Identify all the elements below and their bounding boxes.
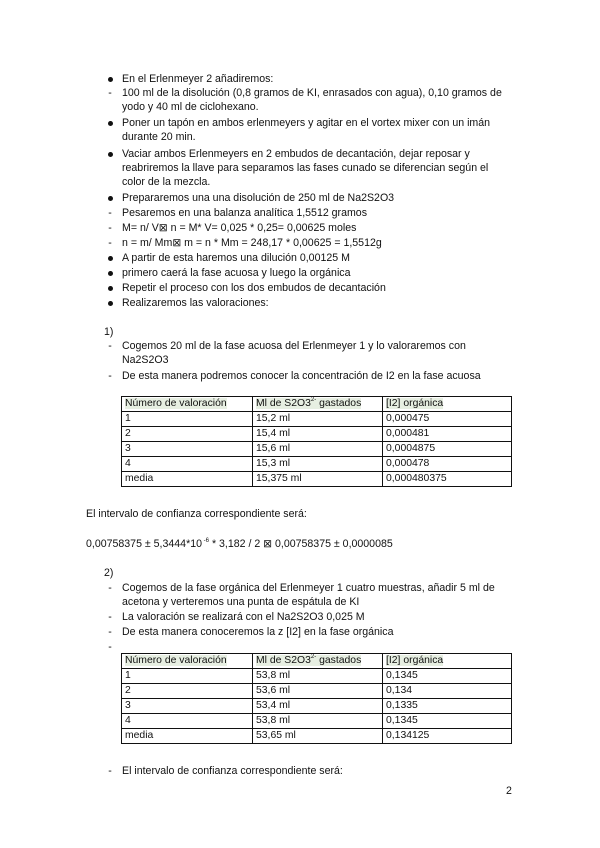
dash-icon: - (108, 626, 112, 638)
bullet-icon (104, 251, 116, 265)
intro-line: A partir de esta haremos una dilución 0,00125 M (122, 252, 350, 264)
table-header-row (122, 654, 512, 669)
table-cell: 3 (122, 442, 253, 457)
intro-line: M= n/ V⊠ n = M* V= 0,025 * 0,25= 0,00625 moles (122, 222, 357, 234)
part2-line: De esta manera conoceremos la z [I2] en la fase orgánica (122, 626, 394, 638)
titration-table-1 (121, 396, 512, 487)
header-cell: [I2] orgánica (383, 397, 512, 412)
intro-line: Realizaremos las valoraciones: (122, 297, 269, 309)
table-row (122, 699, 512, 714)
table-row (122, 427, 512, 442)
table-cell: 0,134125 (383, 729, 512, 744)
header-cell: Ml de $S2O3^{2-}$ gastados (253, 397, 383, 412)
table-cell: 53,8 ml (253, 714, 383, 729)
table-row (122, 714, 512, 729)
table-cell: media (122, 472, 253, 487)
table-cell: 53,65 ml (253, 729, 383, 744)
intro-line: durante 20 min. (122, 131, 196, 143)
table-cell: 0,134 (383, 684, 512, 699)
table-cell: 0,1345 (383, 669, 512, 684)
table-row (122, 472, 512, 487)
table-cell: 2 (122, 684, 253, 699)
dash-icon: - (108, 370, 112, 382)
bullet-icon (104, 72, 116, 86)
part1-line: Cogemos 20 ml de la fase acuosa del Erlenmeyer 1 y lo valoraremos con (122, 340, 466, 352)
table-cell: 1 (122, 412, 253, 427)
table-cell: 53,4 ml (253, 699, 383, 714)
dash-icon: - (108, 765, 112, 777)
table-cell: 53,6 ml (253, 684, 383, 699)
header-cell: Ml de $S2O3^{2-}$ gastados (253, 654, 383, 669)
bullet-icon (104, 266, 116, 280)
table-cell: 0,000478 (383, 457, 512, 472)
table-row (122, 457, 512, 472)
part2-line: acetona y verteremos una punta de espátula de KI (122, 596, 360, 608)
header-cell: Número de valoración (122, 397, 253, 412)
dash-icon: - (108, 207, 112, 219)
dash-icon: - (108, 641, 112, 653)
header-cell: [I2] orgánica (383, 654, 512, 669)
table-cell: 53,8 ml (253, 669, 383, 684)
bullet-icon (104, 296, 116, 310)
part2-line: La valoración se realizará con el Na2S2O3 0,025 M (122, 611, 365, 623)
table-cell: 15,6 ml (253, 442, 383, 457)
table-cell: 0,000475 (383, 412, 512, 427)
part2-final-line: El intervalo de confianza correspondiente será: (122, 765, 343, 777)
intro-line: Prepararemos una una disolución de 250 ml de Na2S2O3 (122, 192, 395, 204)
part1-number: 1) (104, 326, 114, 338)
confidence-formula: 0,00758375 ± 5,3444*10 $^{-6}$ * 3,182 / 2 ⊠ 0,00758375 ± 0,0000085 (86, 538, 393, 550)
table-cell: 3 (122, 699, 253, 714)
table-row (122, 684, 512, 699)
table-cell: 0,1345 (383, 714, 512, 729)
page-number: 2 (506, 785, 512, 797)
dash-icon: - (108, 340, 112, 352)
part2-line: Cogemos de la fase orgánica del Erlenmeyer 1 cuatro muestras, añadir 5 ml de (122, 582, 495, 594)
titration-table-2 (121, 653, 512, 744)
intro-line: yodo y 40 ml de ciclohexano. (122, 101, 259, 113)
intro-line: reabriremos la llave para separamos las fases cunado se diferencian según el (122, 162, 489, 174)
table-cell: 0,000481 (383, 427, 512, 442)
confidence-label: El intervalo de confianza correspondiente será: (86, 508, 307, 520)
intro-line: Pesaremos en una balanza analítica 1,5512 gramos (122, 207, 367, 219)
table-row (122, 669, 512, 684)
table-cell: 15,3 ml (253, 457, 383, 472)
intro-line: color de la mezcla. (122, 176, 211, 188)
intro-line: En el Erlenmeyer 2 añadiremos: (122, 73, 274, 85)
bullet-icon (104, 281, 116, 295)
table-row (122, 729, 512, 744)
header-cell: Número de valoración (122, 654, 253, 669)
table-cell: 1 (122, 669, 253, 684)
intro-line: Poner un tapón en ambos erlenmeyers y agitar en el vortex mixer con un imán (122, 117, 491, 129)
dash-icon: - (108, 237, 112, 249)
table-cell: 4 (122, 457, 253, 472)
table-cell: media (122, 729, 253, 744)
intro-line: n = m/ Mm⊠ m = n * Mm = 248,17 * 0,00625 = 1,5512g (122, 237, 382, 249)
table-cell: 0,0004875 (383, 442, 512, 457)
bullet-icon (104, 191, 116, 205)
intro-line: 100 ml de la disolución (0,8 gramos de KI, enrasados con agua), 0,10 gramos de (122, 87, 502, 99)
table-cell: 0,000480375 (383, 472, 512, 487)
dash-icon: - (108, 582, 112, 594)
bullet-icon (104, 147, 116, 161)
intro-line: Repetir el proceso con los dos embudos de decantación (122, 282, 386, 294)
table-header-row (122, 397, 512, 412)
part2-number: 2) (104, 567, 114, 579)
table-cell: 0,1335 (383, 699, 512, 714)
table-row (122, 412, 512, 427)
intro-line: Vaciar ambos Erlenmeyers en 2 embudos de decantación, dejar reposar y (122, 148, 470, 160)
table-cell: 15,375 ml (253, 472, 383, 487)
intro-line: primero caerá la fase acuosa y luego la orgánica (122, 267, 351, 279)
part1-line: De esta manera podremos conocer la concentración de I2 en la fase acuosa (122, 370, 481, 382)
part1-line: Na2S2O3 (122, 354, 169, 366)
table-cell: 2 (122, 427, 253, 442)
table-row (122, 442, 512, 457)
table-cell: 15,2 ml (253, 412, 383, 427)
table-cell: 15,4 ml (253, 427, 383, 442)
dash-icon: - (108, 222, 112, 234)
dash-icon: - (108, 87, 112, 99)
dash-icon: - (108, 611, 112, 623)
table-cell: 4 (122, 714, 253, 729)
bullet-icon (104, 116, 116, 130)
